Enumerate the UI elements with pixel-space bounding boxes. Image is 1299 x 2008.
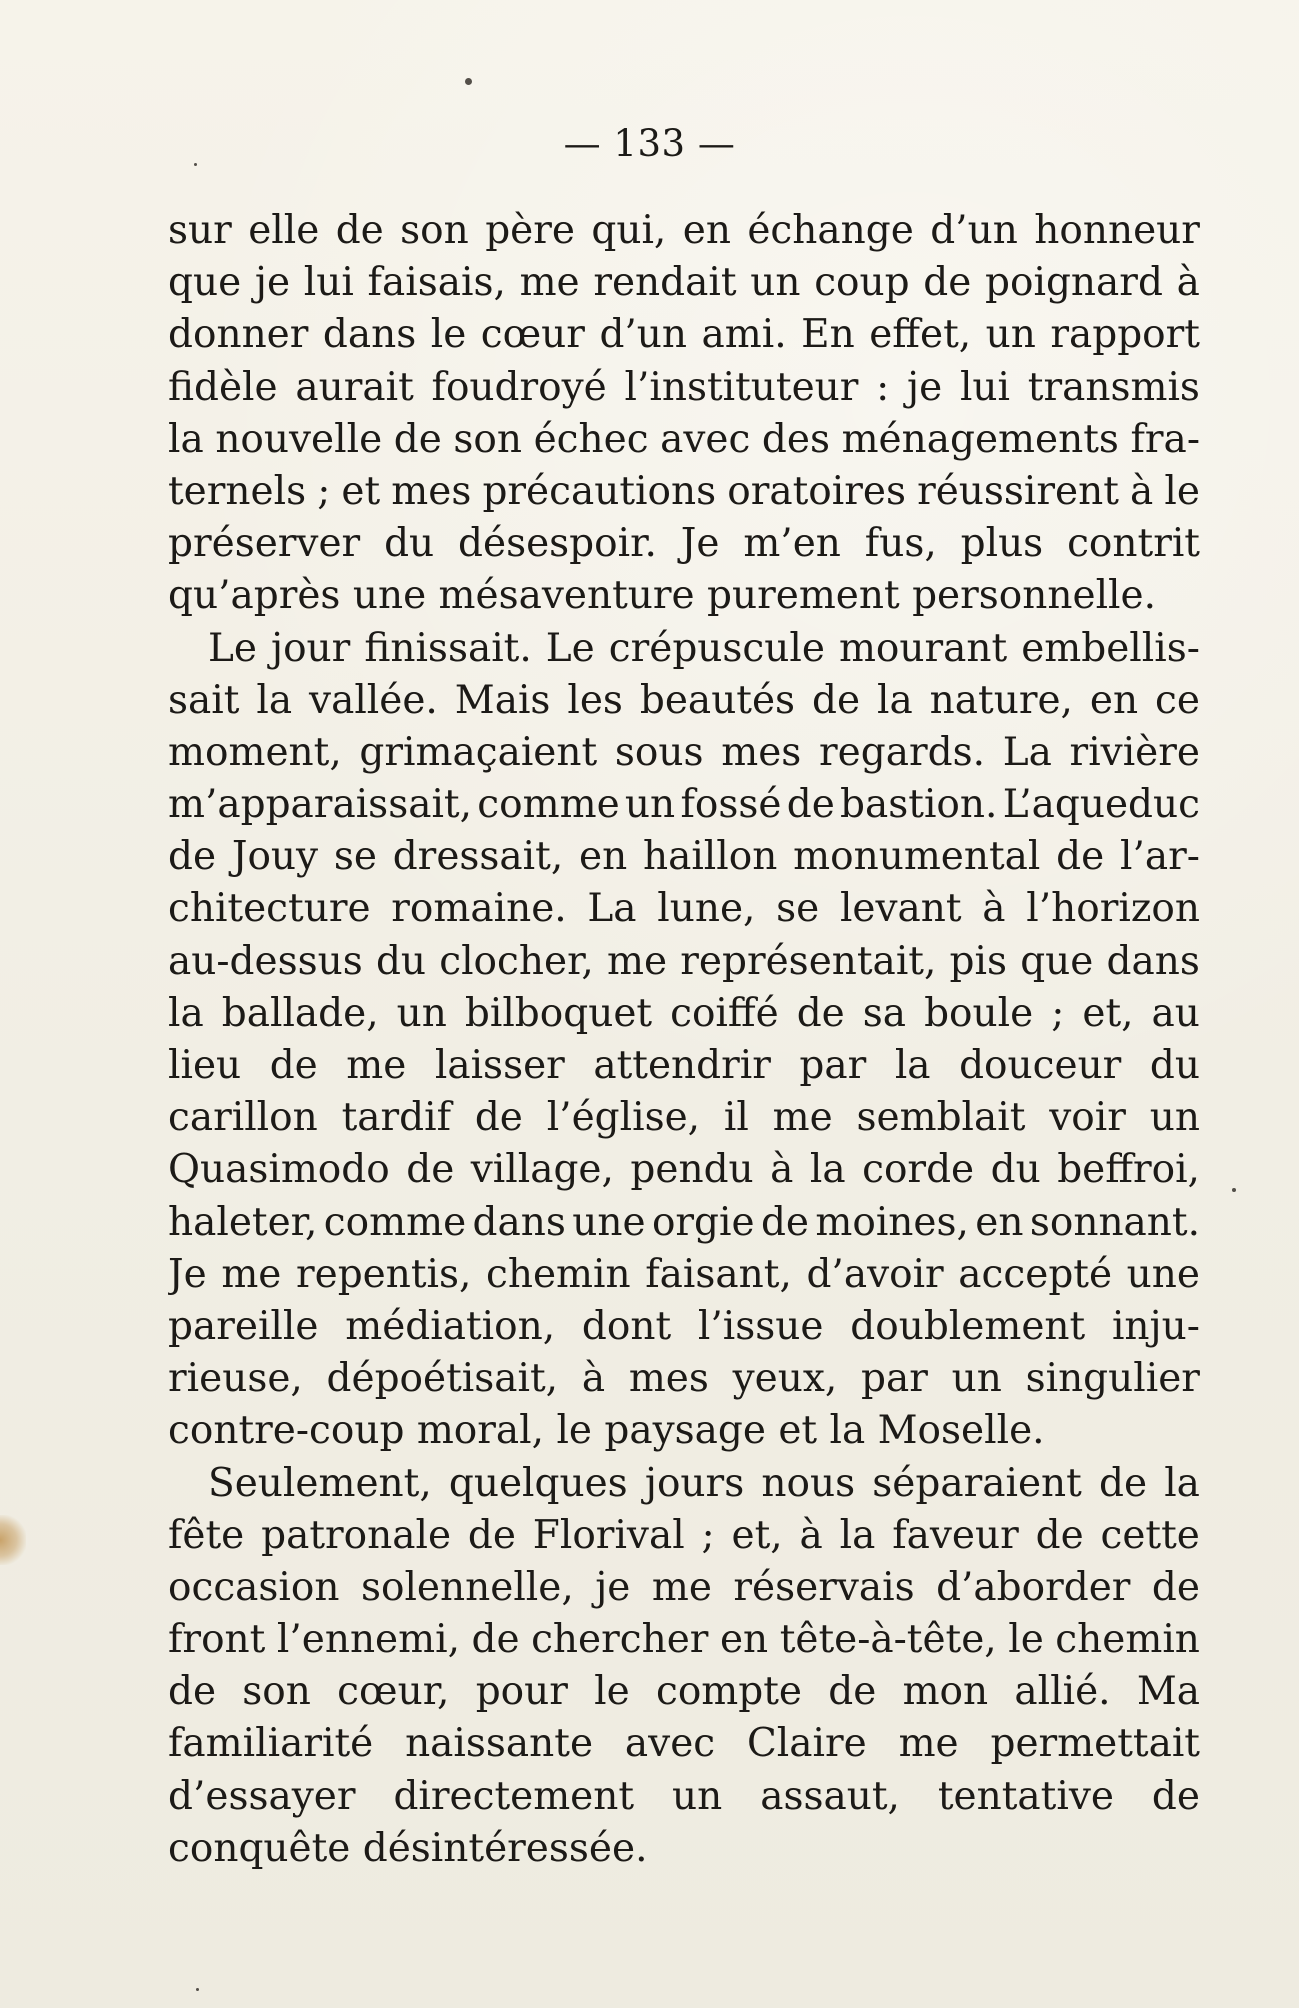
- text-line: fidèle aurait foudroyé l’instituteur : je lui transmis: [168, 364, 1200, 410]
- text-line: conquête désintéressée.: [168, 1825, 648, 1871]
- text-line: chitecture romaine. La lune, se levant à l’horizon: [168, 886, 1200, 932]
- text-line: sait la vallée. Mais les beautés de la nature, en ce: [168, 677, 1200, 723]
- text-line: Je me repentis, chemin faisant, d’avoir accepté une: [168, 1251, 1200, 1297]
- text-line: que je lui faisais, me rendait un coup de poignard à: [168, 260, 1200, 306]
- text-line: haleter, comme dans une orgie de moines, en sonnant.: [168, 1199, 1200, 1245]
- ink-speck: [194, 163, 197, 166]
- text-line: la ballade, un bilboquet coiffé de sa boule ; et, au: [168, 990, 1200, 1036]
- text-line: d’essayer directement un assaut, tentative de: [168, 1773, 1200, 1819]
- text-line: fête patronale de Florival ; et, à la faveur de cette: [168, 1512, 1200, 1558]
- text-line: Le jour finissait. Le crépuscule mourant embellis-: [208, 625, 1200, 671]
- body-text: [168, 205, 1200, 1875]
- text-line: carillon tardif de l’église, il me semblait voir un: [168, 1095, 1200, 1141]
- text-line: rieuse, dépoétisait, à mes yeux, par un singulier: [168, 1356, 1200, 1402]
- text-line: Quasimodo de village, pendu à la corde du beffroi,: [168, 1147, 1200, 1193]
- text-line: Seulement, quelques jours nous séparaient de la: [208, 1460, 1200, 1506]
- page-number: — 133 —: [563, 122, 736, 165]
- text-line: préserver du désespoir. Je m’en fus, plus contrit: [168, 521, 1200, 567]
- text-line: sur elle de son père qui, en échange d’un honneur: [168, 208, 1200, 253]
- text-line: de son cœur, pour le compte de mon allié. Ma: [168, 1669, 1200, 1715]
- text-line: moment, grimaçaient sous mes regards. La rivière: [168, 729, 1200, 775]
- text-line: au-dessus du clocher, me représentait, pis que dans: [168, 938, 1200, 984]
- text-line: ternels ; et mes précautions oratoires réussirent à le: [168, 468, 1200, 514]
- ink-speck: [465, 78, 472, 85]
- text-line: front l’ennemi, de chercher en tête-à-tête, le chemin: [168, 1617, 1200, 1663]
- text-line: pareille médiation, dont l’issue doublement inju-: [168, 1303, 1200, 1349]
- ink-speck: [1232, 1188, 1236, 1192]
- text-line: occasion solennelle, je me réservais d’aborder de: [168, 1564, 1200, 1610]
- text-line: de Jouy se dressait, en haillon monumental de l’ar-: [168, 834, 1200, 880]
- ink-speck: [196, 1988, 199, 1991]
- page-edge-stain: [0, 1515, 26, 1565]
- text-line: donner dans le cœur d’un ami. En effet, un rapport: [168, 312, 1200, 358]
- text-line: la nouvelle de son échec avec des ménagements fra-: [168, 416, 1200, 462]
- text-line: lieu de me laisser attendrir par la douceur du: [168, 1043, 1200, 1088]
- text-line: contre-coup moral, le paysage et la Moselle.: [168, 1408, 1045, 1454]
- text-line: familiarité naissante avec Claire me permettait: [168, 1721, 1200, 1767]
- text-line: m’apparaissait, comme un fossé de bastion. L’aqueduc: [168, 782, 1200, 828]
- text-line: qu’après une mésaventure purement personnelle.: [168, 573, 1156, 619]
